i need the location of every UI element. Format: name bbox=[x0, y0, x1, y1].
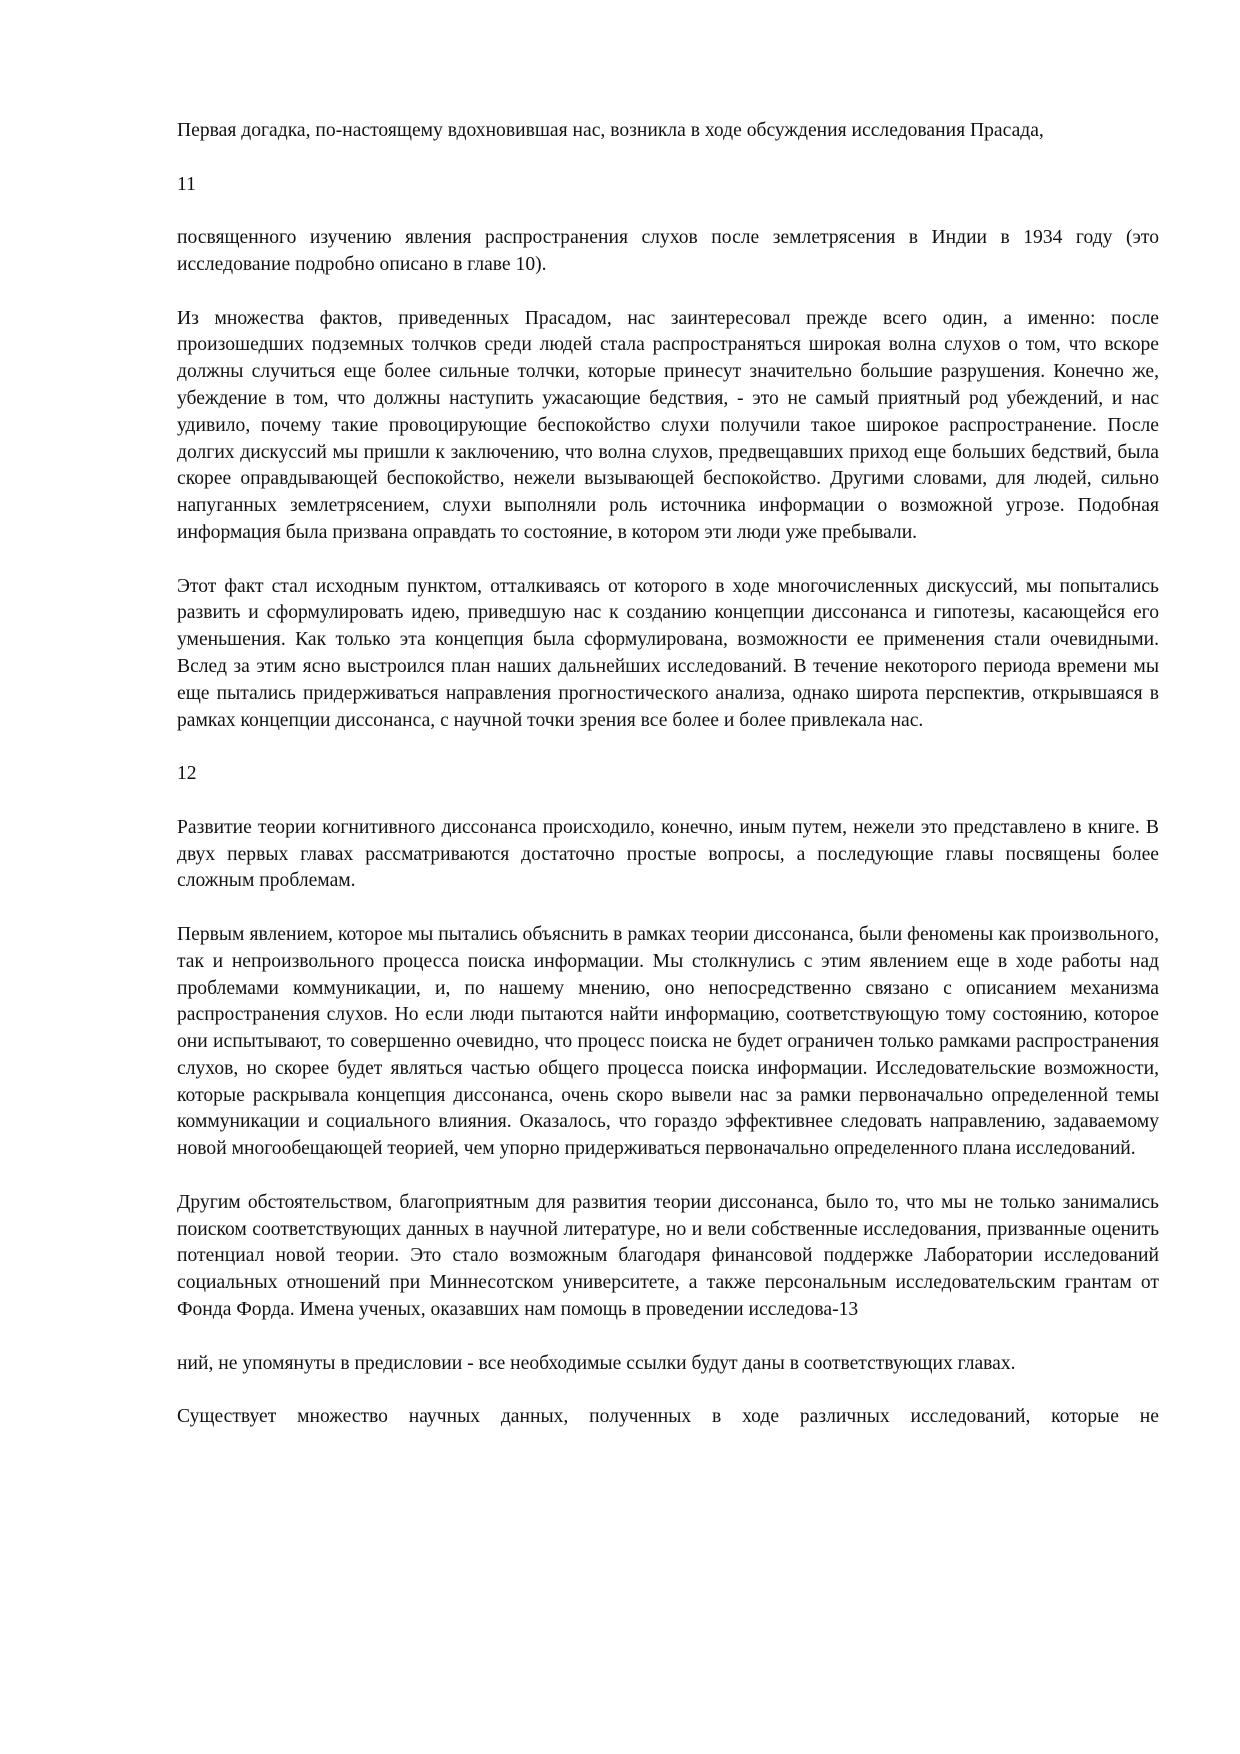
page-number-11: 11 bbox=[177, 173, 196, 195]
paragraph-information-search: Первым явлением, которое мы пытались объяснить в рамках теории диссонанса, были феномены как произвольного, так и непроизвольного процесса поиска информации. Мы столкнулись с этим явлением еще в ходе работы над проблемами коммуникации, и, по нашему мнению, оно непосредственно связано с описанием механизма распространения слухов. Но если люди пытаются найти информацию, соответствующую тому состоянию, которое они испытывают, то совершенно очевидно, что процесс поиска не будет ограничен только рамками распространения слухов, но скорее будет являться частью общего процесса поиска информации. Исследовательские возможности, которые раскрывала концепция диссонанса, очень скоро вывели нас за рамки первоначально определенной темы коммуникации и социального влияния. Оказалось, что гораздо эффективнее следовать направлению, задаваемому новой многообещающей теорией, чем упорно придерживаться первоначально определенного плана исследований. bbox=[177, 923, 1159, 1160]
paragraph-research-support: Другим обстоятельством, благоприятным для развития теории диссонанса, было то, что мы не только занимались поиском соответствующих данных в научной литературе, но и вели собственные исследования, призванные оценить потенциал новой теории. Это стало возможным благодаря финансовой поддержке Лаборатории исследований социальных отношений при Миннесотском университете, а также персональным исследовательским грантам от Фонда Форда. Имена ученых, оказавших нам помощь в проведении исследова-13 bbox=[177, 1191, 1159, 1321]
page-number-12: 12 bbox=[177, 763, 197, 785]
paragraph-scientific-data: Существует множество научных данных, полученных в ходе различных исследований, которые не bbox=[177, 1406, 1159, 1428]
paragraph-earthquake-study: посвященного изучению явления распространения слухов после землетрясения в Индии в 1934 году (это исследование подробно описано в главе 10). bbox=[177, 227, 1159, 275]
document-page bbox=[177, 118, 1159, 1431]
paragraph-theory-development: Развитие теории когнитивного диссонанса происходило, конечно, иным путем, нежели это представлено в книге. В двух первых главах рассматриваются достаточно простые вопросы, а последующие главы посвящены более сложным проблемам. bbox=[177, 816, 1159, 892]
paragraph-starting-point: Этот факт стал исходным пунктом, отталкиваясь от которого в ходе многочисленных дискуссий, мы попытались развить и сформулировать идею, приведшую нас к созданию концепции диссонанса и гипотезы, касающейся его уменьшения. Как только эта концепция была сформулирована, возможности ее применения стали очевидными. Вслед за этим ясно выстроился план наших дальнейших исследований. В течение некоторого периода времени мы еще пытались придерживаться направления прогностического анализа, однако широта перспектив, открывшаяся в рамках концепции диссонанса, с научной точки зрения все более и более привлекала нас. bbox=[177, 575, 1159, 731]
paragraph-first-guess: Первая догадка, по-настоящему вдохновившая нас, возникла в ходе обсуждения исследования Прасада, bbox=[177, 120, 1044, 141]
paragraph-prasad-facts: Из множества фактов, приведенных Прасадом, нас заинтересовал прежде всего один, а именно: после произошедших подземных толчков среди людей стала распространяться широкая волна слухов о том, что вскоре должны случиться еще более сильные толчки, которые принесут значительно большие разрушения. Конечно же, убеждение в том, что должны наступить ужасающие бедствия, - это не самый приятный род убеждений, и нас удивило, почему такие провоцирующие беспокойство слухи получили такое широкое распространение. После долгих дискуссий мы пришли к заключению, что волна слухов, предвещавших приход еще больших бедствий, была скорее оправдывающей беспокойство, нежели вызывающей беспокойство. Другими словами, для людей, сильно напуганных землетрясением, слухи выполняли роль источника информации о возможной угрозе. Подобная информация была призвана оправдать то состояние, в котором эти люди уже пребывали. bbox=[177, 307, 1159, 543]
paragraph-references-note: ний, не упомянуты в предисловии - все необходимые ссылки будут даны в соответствующих главах. bbox=[177, 1352, 1016, 1374]
